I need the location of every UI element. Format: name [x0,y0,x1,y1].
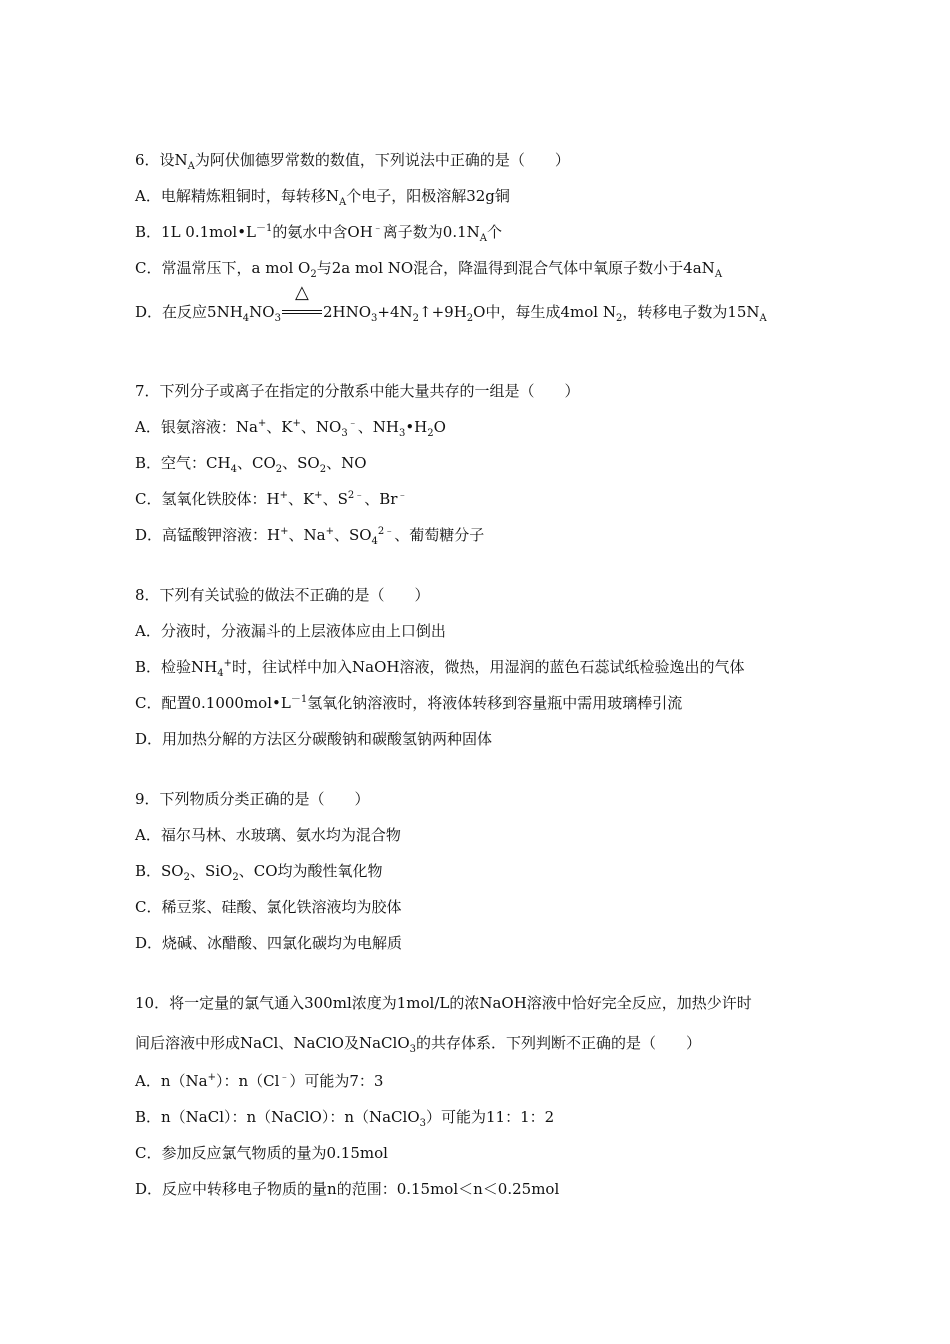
option-a: A．福尔马林、水玻璃、氨水均为混合物 [135,826,401,844]
option-a: A．电解精炼粗铜时，每转移$N_A$个电子，阳极溶解32g铜 [135,187,510,208]
question-8 [135,577,825,757]
heat-symbol: △ [294,282,309,303]
option-c: C．配置$0.1000mol•L^{-1}$氢氧化钠溶液时，将液体转移到容量瓶中需用玻璃棒引流 [135,694,683,712]
option-c: C．氢氧化铁胶体：H+、K+、$S^{2﹣}$、Br﹣ [135,490,408,508]
option-b: B．检验$NH_4^+$时，往试样中加入NaOH溶液，微热，用湿润的蓝色石蕊试纸检验逸出的气体 [135,658,745,679]
option-a: A．银氨溶液：Na+、K+、$NO_3^﹣$、$NH_3•H_2O$ [135,418,446,439]
question-7 [135,373,825,553]
option-b: B．空气：$CH_4$、$CO_2$、$SO_2$、NO [135,454,367,475]
question-stem: 8．下列有关试验的做法不正确的是（ ） [135,586,430,604]
question-9 [135,781,825,961]
option-b: B．$SO_2$、SiO$_2$、CO均为酸性氧化物 [135,862,383,883]
question-10 [135,983,825,1207]
question-stem: 9．下列物质分类正确的是（ ） [135,790,370,808]
option-b: B．n（NaCl）：n（NaClO）：n（NaClO$_3$）可能为11：1：2 [135,1108,555,1129]
reaction-heat-arrow [282,282,322,320]
option-d: D．反应中转移电子物质的量n的范围：0.15mol＜n＜0.25mol [135,1180,560,1198]
option-c: C．稀豆浆、硅酸、氯化铁溶液均为胶体 [135,898,402,916]
option-a: A．n（Na+）：n（Cl﹣）可能为7：3 [135,1072,384,1090]
option-c: C．参加反应氯气物质的量为0.15mol [135,1144,388,1162]
question-stem-line-1: 10．将一定量的氯气通入300ml浓度为1mol/L的浓NaOH溶液中恰好完全反应，加热少许时 [135,994,752,1012]
question-stem-line-2: 间后溶液中形成NaCl、NaClO及NaClO$_3$的共存体系．下列判断不正确的是（ ） [135,1034,702,1055]
question-stem: 6．设$N_A$为阿伏伽德罗常数的数值，下列说法中正确的是（ ） [135,151,570,172]
option-d: D．在反应$5NH_4NO_3$ △ $2HNO_3+4N_2↑+9H_2O$中，每生成4mol $N_2$，转移电子数为$15N_A$ [135,282,767,324]
option-d: D．烧碱、冰醋酸、四氯化碳均为电解质 [135,934,403,952]
option-a: A．分液时，分液漏斗的上层液体应由上口倒出 [135,622,446,640]
option-b: B．1L $0.1mol•L^{-1}$的氨水中含OH﹣离子数为$0.1N_A$个 [135,223,503,244]
option-d: D．高锰酸钾溶液：H+、Na+、$SO_4^{2﹣}$、葡萄糖分子 [135,526,485,547]
option-d: D．用加热分解的方法区分碳酸钠和碳酸氢钠两种固体 [135,730,493,748]
question-stem: 7．下列分子或离子在指定的分散系中能大量共存的一组是（ ） [135,382,580,400]
question-6 [135,142,825,330]
option-c: C．常温常压下，a mol $O_2$与2a mol NO混合，降温得到混合气体中氧原子数小于$4aN_A$ [135,259,723,280]
